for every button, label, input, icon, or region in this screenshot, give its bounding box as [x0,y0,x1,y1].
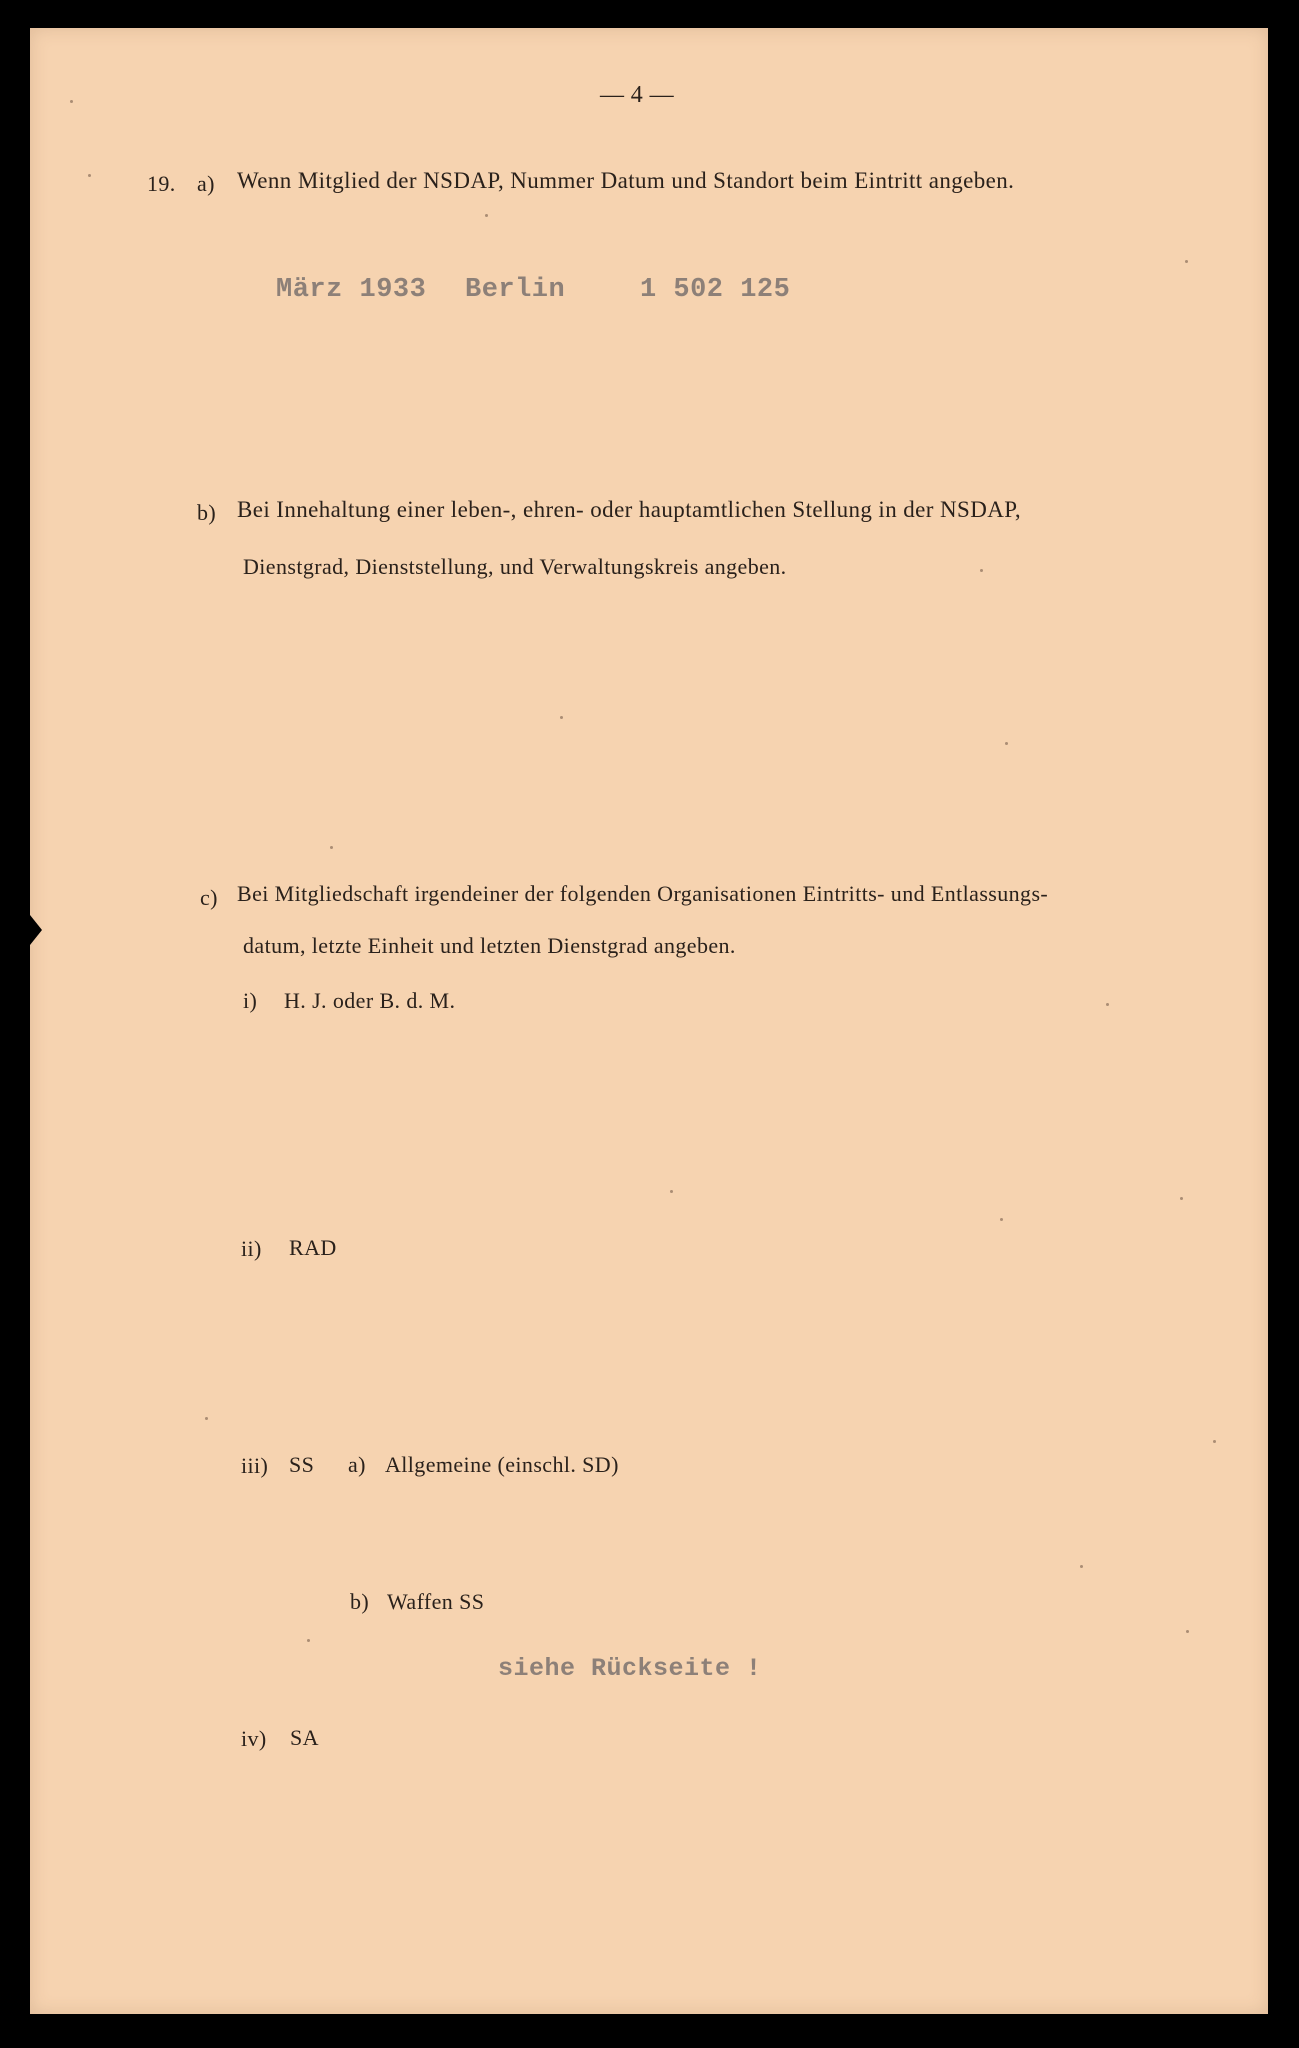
item-iv-marker: iv) [241,1726,267,1751]
question-19a-text: Wenn Mitglied der NSDAP, Nummer Datum und Standort beim Eintritt angeben. [237,168,1015,193]
paper-speck [670,1190,673,1193]
paper-speck [1185,260,1188,263]
item-iii-sub-a-marker: a) [348,1452,366,1477]
item-ii-marker: ii) [241,1236,262,1261]
item-i-label: H. J. oder B. d. M. [284,988,456,1013]
question-19b-marker: b) [197,500,217,525]
question-19b-line1: Bei Innehaltung einer leben-, ehren- oder hauptamtlichen Stellung in der NSDAP, [237,497,1022,522]
paper-speck [330,846,333,849]
document-page [30,28,1268,2014]
answer-19a-place: Berlin [465,275,566,305]
question-19c-marker: c) [200,885,218,910]
answer-19a-number: 1 502 125 [640,275,791,305]
page-number: — 4 — [600,82,674,108]
paper-speck [1080,1565,1083,1568]
item-iii-sub-b-marker: b) [350,1589,370,1614]
paper-speck [980,569,983,572]
paper-speck [1106,1003,1109,1006]
answer-19a-date: März 1933 [276,275,427,305]
paper-speck [1005,742,1008,745]
item-iii-sub-a-label: Allgemeine (einschl. SD) [385,1452,619,1477]
item-i-marker: i) [243,988,258,1013]
question-19-number: 19. [147,171,176,196]
item-iii-label: SS [289,1452,315,1477]
paper-speck [1180,1197,1183,1200]
question-19a-marker: a) [197,171,215,196]
paper-speck [70,100,73,103]
paper-speck [485,214,488,217]
page-binding-notch [26,910,42,950]
question-19c-line1: Bei Mitgliedschaft irgendeiner der folgenden Organisationen Eintritts- und Entlassungs- [237,881,1049,906]
item-ii-label: RAD [289,1235,337,1260]
item-iv-label: SA [290,1725,319,1750]
paper-speck [88,174,91,177]
paper-speck [205,1417,208,1420]
paper-speck [1000,1218,1003,1221]
answer-iii-typed: siehe Rückseite ! [498,1654,762,1683]
paper-speck [1186,1630,1189,1633]
item-iii-marker: iii) [241,1453,269,1478]
paper-speck [307,1639,310,1642]
item-iii-sub-b-label: Waffen SS [387,1589,485,1614]
question-19b-line2: Dienstgrad, Dienststellung, und Verwaltungskreis angeben. [243,554,787,579]
question-19c-line2: datum, letzte Einheit und letzten Dienstgrad angeben. [243,933,736,958]
paper-speck [560,716,563,719]
paper-speck [1213,1440,1216,1443]
